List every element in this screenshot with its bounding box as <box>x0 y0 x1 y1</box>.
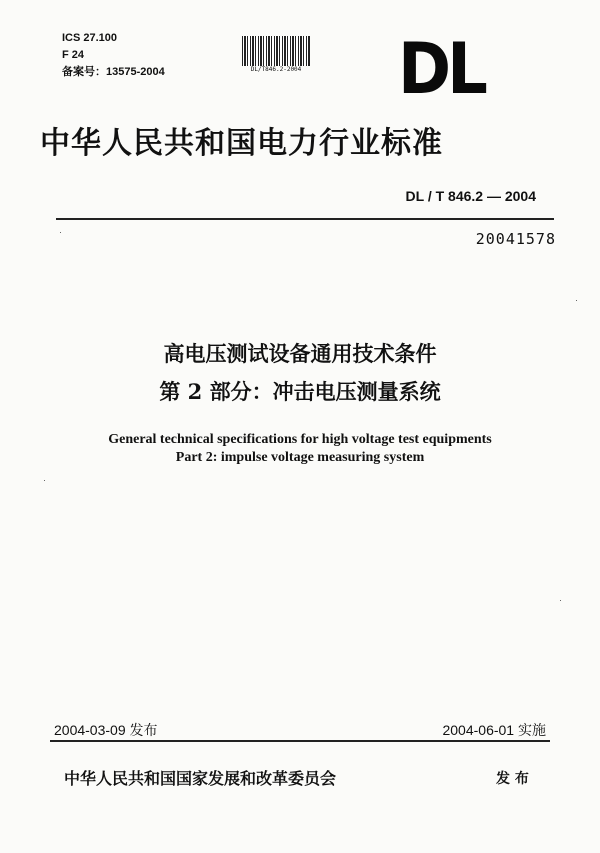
document-title-cn-line1: 高电压测试设备通用技术条件 <box>163 341 437 366</box>
barcode <box>242 36 310 72</box>
classification-block <box>62 30 165 81</box>
scan-speck <box>44 480 45 481</box>
publish-label: 发 布 <box>496 771 529 787</box>
scan-speck <box>560 600 561 601</box>
standard-number: DL / T 846.2 — 2004 <box>405 188 536 204</box>
implement-date: 2004-06-01 实施 <box>442 722 546 738</box>
scan-speck <box>60 232 61 233</box>
category-code: F 24 <box>62 49 85 61</box>
dl-logo: DL <box>398 29 484 111</box>
registration-code: 20041578 <box>475 230 556 248</box>
document-title-cn-line2: 第 2 部分：冲击电压测量系统 <box>159 379 441 404</box>
barcode-bars <box>242 36 310 66</box>
top-divider <box>56 218 554 220</box>
document-title-en-line2: Part 2: impulse voltage measuring system <box>175 450 425 465</box>
bottom-divider <box>50 740 550 742</box>
barcode-text: DL/T846.2-2004 <box>250 66 302 73</box>
record-number: 备案号：13575-2004 <box>62 66 165 78</box>
scan-speck <box>576 300 577 301</box>
publisher: 中华人民共和国国家发展和改革委员会 <box>64 769 337 788</box>
standard-title: 中华人民共和国电力行业标准 <box>40 126 443 161</box>
issue-date: 2004-03-09 发布 <box>54 722 158 738</box>
document-title-en-line1: General technical specifications for high voltage test equipments <box>108 432 492 447</box>
ics-code: ICS 27.100 <box>62 32 118 44</box>
